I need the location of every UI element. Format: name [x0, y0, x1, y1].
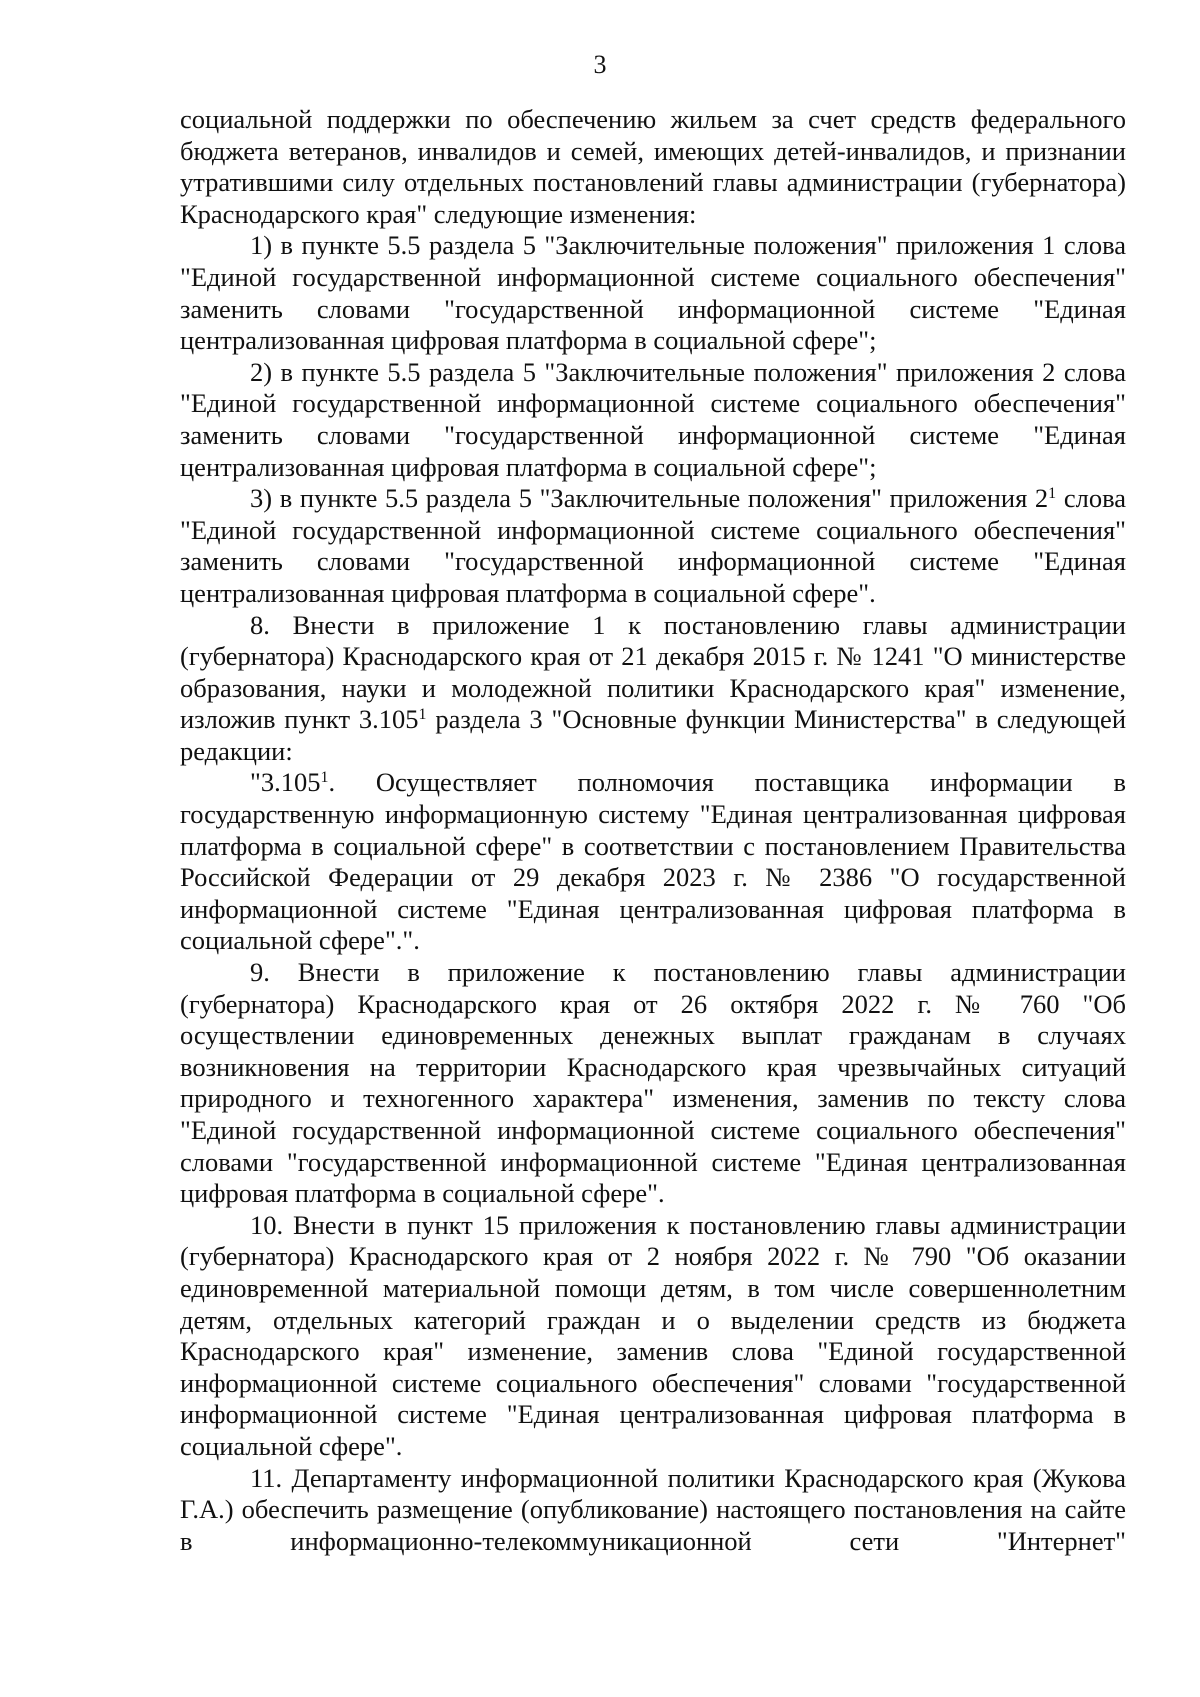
paragraph-item-2: 2) в пункте 5.5 раздела 5 "Заключительные положения" приложения 2 слова "Единой государственной информационной системе социального обеспечения" заменить словами "государственной информационной системе "Единая централизованная цифровая платформа в социальной сфере"; — [180, 356, 1126, 482]
paragraph-quote-3105 — [180, 767, 1126, 957]
paragraph-section-11: 11. Департаменту информационной политики Краснодарского края (Жукова Г.А.) обеспечить размещение (опубликование) настоящего постановления на сайте в информационно-телекоммуникационной сети "Интернет" — [180, 1462, 1126, 1556]
paragraph-section-10: 10. Внести в пункт 15 приложения к постановлению главы администрации (губернатора) Краснодарского края от 2 ноября 2022 г. № 790 "Об оказании единовременной материальной помощи детям, в том числе совершеннолетним детям, отдельных категорий граждан и о выделении средств из бюджета Краснодарского края" изменение, заменив слова "Единой государственной информационной системе социального обеспечения" словами "государственной информационной системе "Единая централизованная цифровая платформа в социальной сфере". — [180, 1209, 1126, 1461]
quote-text: . Осуществляет полномочия поставщика информации в государственную информационную систему "Единая централизованная цифровая платформа в социальной сфере" в соответствии с постановлением Правительства Российской Федерации от 29 декабря 2023 г. № 2386 "О государственной информационной системе "Единая централизованная цифровая платформа в социальной сфере".". — [180, 767, 1126, 956]
paragraph-item-1: 1) в пункте 5.5 раздела 5 "Заключительные положения" приложения 1 слова "Единой государственной информационной системе социального обеспечения" заменить словами "государственной информационной системе "Единая централизованная цифровая платформа в социальной сфере"; — [180, 230, 1126, 356]
quote-number: "3.105 — [250, 767, 321, 798]
superscript: 1 — [320, 769, 329, 787]
section-8-text-a: 8. Внести в приложение 1 к постановлению главы администрации (губернатора) Краснодарского края от 21 декабря 2015 г. № 1241 "О министерстве образования, науки и молодежной политики Краснодарского края" изменение, изложив пункт 3.105 — [180, 609, 1126, 735]
page-number: 3 — [593, 50, 607, 79]
paragraph-item-3 — [180, 483, 1126, 609]
document-body — [180, 104, 1126, 1557]
superscript: 1 — [418, 706, 427, 724]
paragraph-section-8 — [180, 610, 1126, 768]
paragraph-intro: социальной поддержки по обеспечению жильем за счет средств федерального бюджета ветеранов, инвалидов и семей, имеющих детей-инвалидов, и признании утратившими силу отдельных постановлений главы администрации (губернатора) Краснодарского края" следующие изменения: — [180, 104, 1126, 229]
paragraph-section-9: 9. Внести в приложение к постановлению главы администрации (губернатора) Краснодарского края от 26 октября 2022 г. № 760 "Об осуществлении единовременных денежных выплат гражданам в случаях возникновения на территории Краснодарского края чрезвычайных ситуаций природного и техногенного характера" изменения, заменив по тексту слова "Единой государственной информационной системе социального обеспечения" словами "государственной информационной системе "Единая централизованная цифровая платформа в социальной сфере". — [180, 957, 1126, 1209]
item-3-prefix: 3) в пункте 5.5 раздела 5 "Заключительные положения" приложения 2 — [250, 483, 1049, 514]
section-8-text-b: раздела 3 "Основные функции Министерства" в следующей редакции: — [180, 704, 1126, 766]
superscript: 1 — [1048, 485, 1057, 503]
item-3-text: слова "Единой государственной информационной системе социального обеспечения" заменить словами "государственной информационной системе "Единая централизованная цифровая платформа в социальной сфере". — [180, 483, 1126, 608]
